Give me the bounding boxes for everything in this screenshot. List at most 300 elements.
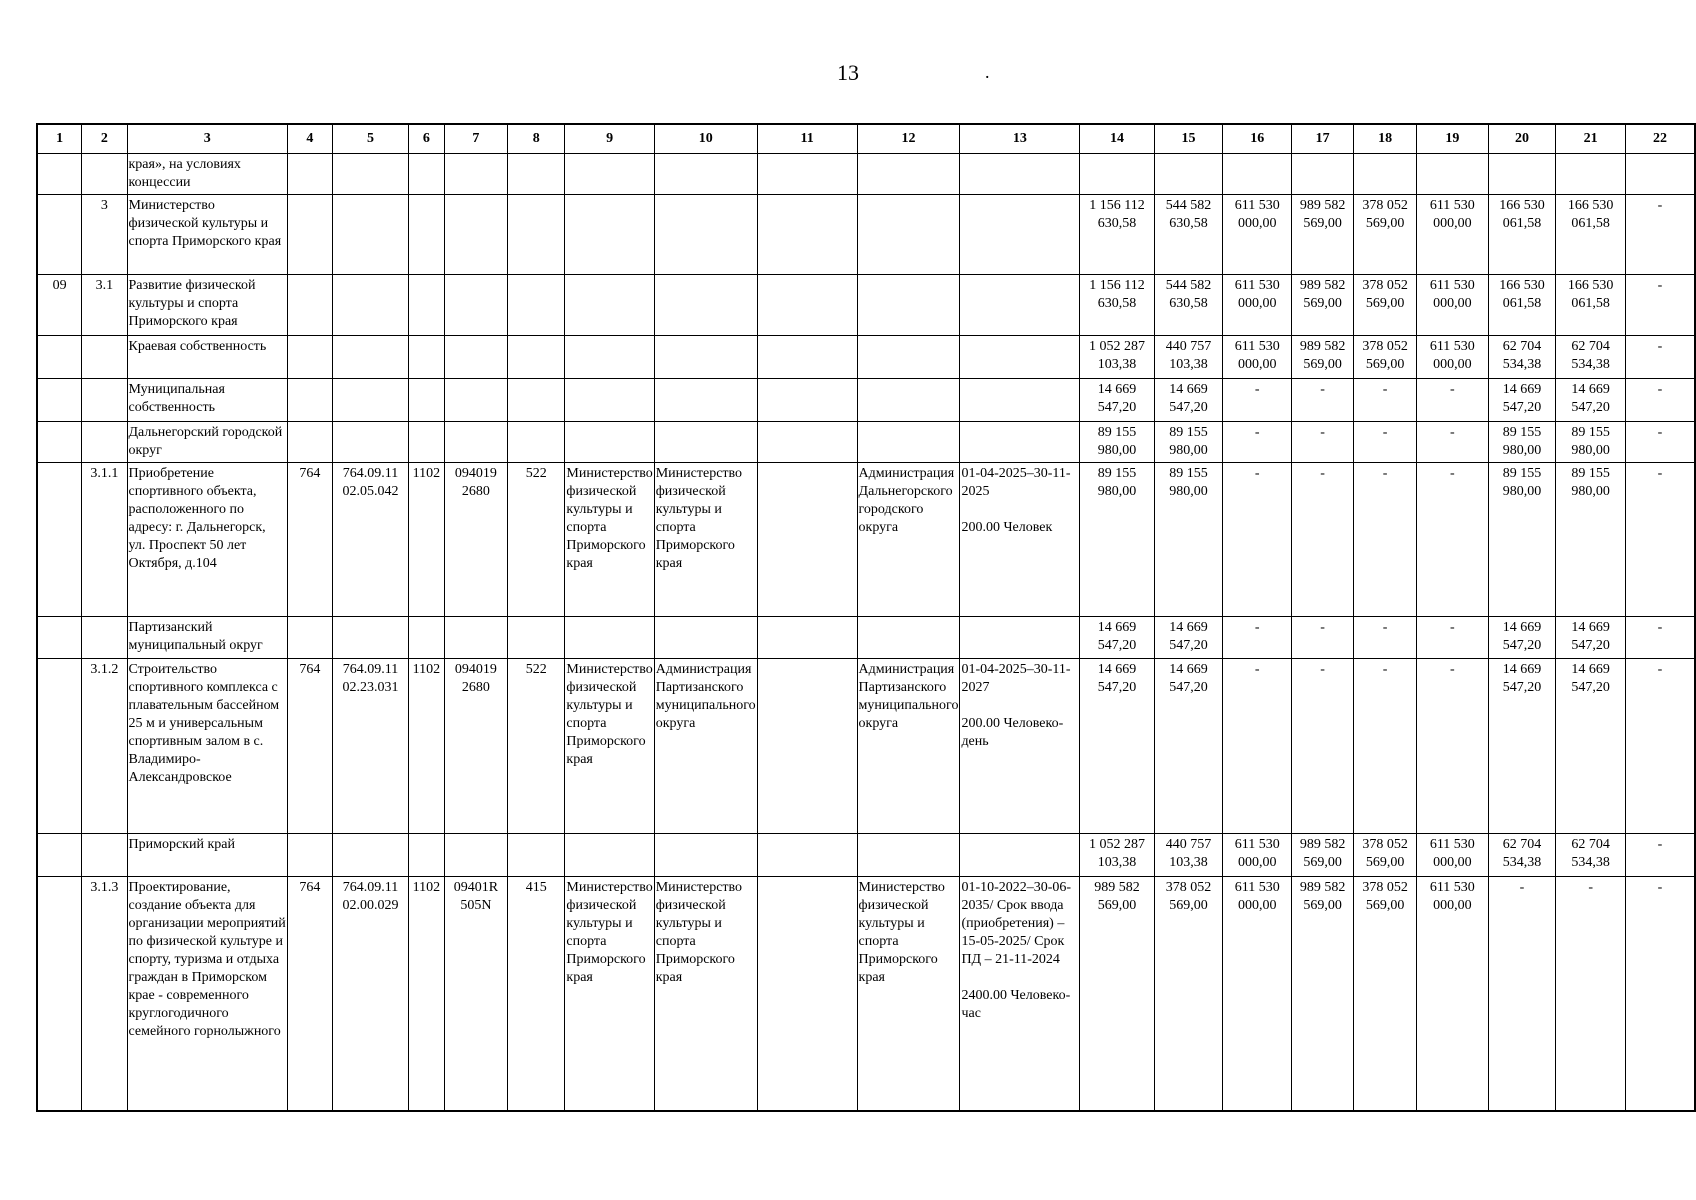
table-cell xyxy=(654,379,757,422)
table-cell xyxy=(1292,617,1354,659)
table-cell xyxy=(1292,463,1354,617)
cell-text: 1102 xyxy=(412,466,441,481)
cell-text: 378 052 569,00 xyxy=(1362,880,1408,913)
cell-text: Министерство физической культуры и спорта Приморского края xyxy=(128,198,282,249)
table-cell xyxy=(287,422,332,463)
table-cell xyxy=(332,379,408,422)
table-cell xyxy=(1354,659,1417,834)
table-cell xyxy=(127,463,287,617)
cell-text: 166 530 061,58 xyxy=(1567,198,1614,231)
cell-text: 09 xyxy=(52,278,67,293)
table-cell xyxy=(1625,336,1695,379)
table-cell xyxy=(332,463,408,617)
cell-text: 415 xyxy=(525,880,547,895)
table-cell xyxy=(1625,659,1695,834)
cell-text: - xyxy=(1449,425,1455,440)
cell-text: 14 669 547,20 xyxy=(1097,662,1137,695)
table-cell xyxy=(508,659,565,834)
table-cell xyxy=(444,379,507,422)
cell-text: - xyxy=(1320,620,1325,635)
cell-text: 378 052 569,00 xyxy=(1362,198,1408,231)
cell-text: - xyxy=(1657,466,1663,481)
table-cell xyxy=(654,154,757,195)
table-cell xyxy=(565,336,654,379)
header-cell: 18 xyxy=(1354,124,1417,154)
cell-text: - xyxy=(1382,466,1388,481)
cell-text: 989 582 569,00 xyxy=(1299,837,1346,870)
table-cell xyxy=(960,463,1080,617)
table-cell xyxy=(82,463,127,617)
table-cell xyxy=(1556,617,1626,659)
cell-text: 1102 xyxy=(412,662,441,677)
table-cell xyxy=(654,195,757,275)
cell-text: Строительство спортивного комплекса с плавательным бассейном 25 м и универсальным спортивным залом в с. Владимиро-Александровское xyxy=(128,662,280,785)
table-cell xyxy=(508,379,565,422)
table-cell xyxy=(960,154,1080,195)
table-cell xyxy=(508,195,565,275)
table-cell xyxy=(565,617,654,659)
cell-text: Дальнегорский городской округ xyxy=(128,425,283,458)
table-cell xyxy=(1080,275,1154,336)
table-cell xyxy=(1625,195,1695,275)
table-cell xyxy=(1556,834,1626,877)
table-cell xyxy=(1417,834,1489,877)
table-cell xyxy=(757,154,857,195)
table-cell xyxy=(1292,659,1354,834)
table-cell xyxy=(1154,463,1223,617)
table-row xyxy=(37,154,1695,195)
table-cell xyxy=(37,275,82,336)
cell-text: - xyxy=(1254,466,1260,481)
cell-text: 89 155 980,00 xyxy=(1571,466,1610,499)
table-cell xyxy=(960,379,1080,422)
table-cell xyxy=(508,617,565,659)
table-cell xyxy=(82,617,127,659)
table-cell xyxy=(1292,834,1354,877)
cell-text: 764.09.11 02.05.042 xyxy=(342,466,399,499)
table-cell xyxy=(1154,834,1223,877)
table-cell xyxy=(757,275,857,336)
cell-text: 764 xyxy=(299,880,321,895)
table-cell xyxy=(127,275,287,336)
header-cell: 13 xyxy=(960,124,1080,154)
table-cell xyxy=(444,154,507,195)
table-cell xyxy=(1556,379,1626,422)
table-cell xyxy=(1488,154,1556,195)
table-cell xyxy=(127,834,287,877)
cell-text: - xyxy=(1657,382,1663,397)
table-cell xyxy=(757,336,857,379)
table-cell xyxy=(1223,834,1292,877)
cell-text: 14 669 547,20 xyxy=(1571,382,1610,415)
cell-text: 989 582 569,00 xyxy=(1094,880,1140,913)
cell-text: 378 052 569,00 xyxy=(1165,880,1212,913)
cell-text: 764 xyxy=(299,662,321,677)
table-cell xyxy=(1488,877,1556,1112)
cell-text: 611 530 000,00 xyxy=(1234,837,1280,870)
cell-text: 611 530 000,00 xyxy=(1429,198,1475,231)
table-cell xyxy=(1223,659,1292,834)
cell-text: Министерство физической культуры и спорта Приморского края xyxy=(566,880,653,985)
table-cell xyxy=(1417,659,1489,834)
cell-text: 764.09.11 02.00.029 xyxy=(342,880,399,913)
cell-text: - xyxy=(1382,382,1388,397)
table-cell xyxy=(127,877,287,1112)
cell-text: Администрация Партизанского муниципального округа xyxy=(858,662,959,731)
header-cell: 22 xyxy=(1625,124,1695,154)
table-cell xyxy=(565,659,654,834)
table-cell xyxy=(857,195,960,275)
header-cell: 17 xyxy=(1292,124,1354,154)
cell-text: 3.1.2 xyxy=(90,662,119,677)
table-cell xyxy=(1625,877,1695,1112)
table-cell xyxy=(1080,422,1154,463)
table-cell xyxy=(857,463,960,617)
cell-text: 62 704 534,38 xyxy=(1571,837,1610,870)
cell-text: 09401R 505N xyxy=(453,880,499,913)
table-cell xyxy=(1488,336,1556,379)
table-cell xyxy=(287,336,332,379)
table-cell xyxy=(1417,877,1489,1112)
table-cell xyxy=(332,422,408,463)
cell-text: Министерство физической культуры и спорта Приморского края xyxy=(655,466,743,571)
table-row xyxy=(37,379,1695,422)
table-cell xyxy=(757,422,857,463)
table-cell xyxy=(332,195,408,275)
table-cell xyxy=(1417,195,1489,275)
table-cell xyxy=(409,195,445,275)
cell-text: - xyxy=(1254,425,1260,440)
table-cell xyxy=(1223,275,1292,336)
cell-text: - xyxy=(1657,278,1663,293)
table-cell xyxy=(1354,463,1417,617)
cell-text: Администрация Дальнегорского городского округа xyxy=(858,466,955,535)
dot-mark: . xyxy=(985,62,990,82)
table-cell xyxy=(508,834,565,877)
table-cell xyxy=(757,463,857,617)
cell-text: 611 530 000,00 xyxy=(1234,339,1280,372)
cell-text: 764.09.11 02.23.031 xyxy=(342,662,399,695)
table-cell xyxy=(1488,834,1556,877)
table-cell xyxy=(960,422,1080,463)
header-cell: 2 xyxy=(82,124,127,154)
table-cell xyxy=(409,154,445,195)
table-cell xyxy=(654,463,757,617)
table-cell xyxy=(1488,195,1556,275)
cell-text: Министерство физической культуры и спорта Приморского края xyxy=(566,466,653,571)
table-cell xyxy=(1488,379,1556,422)
table-cell xyxy=(332,834,408,877)
table-cell xyxy=(127,422,287,463)
header-cell: 11 xyxy=(757,124,857,154)
cell-text: - xyxy=(1449,466,1455,481)
table-cell xyxy=(508,275,565,336)
table-cell xyxy=(1292,195,1354,275)
cell-text: - xyxy=(1382,425,1388,440)
table-cell xyxy=(127,195,287,275)
cell-text: 522 xyxy=(525,662,547,677)
table-cell xyxy=(332,877,408,1112)
cell-text: - xyxy=(1254,620,1260,635)
cell-text: 166 530 061,58 xyxy=(1499,278,1545,311)
table-cell xyxy=(444,422,507,463)
table-cell xyxy=(1354,877,1417,1112)
table-cell xyxy=(82,877,127,1112)
table-cell xyxy=(857,336,960,379)
table-cell xyxy=(82,834,127,877)
header-cell: 19 xyxy=(1417,124,1489,154)
cell-text: 01-04-2025–30-11-2027 200.00 Человеко-день xyxy=(961,662,1071,749)
table-cell xyxy=(409,422,445,463)
table-cell xyxy=(1154,877,1223,1112)
cell-text: - xyxy=(1657,425,1663,440)
table-cell xyxy=(1080,877,1154,1112)
table-cell xyxy=(508,154,565,195)
table-cell xyxy=(960,659,1080,834)
cell-text: 544 582 630,58 xyxy=(1165,198,1212,231)
table-cell xyxy=(409,379,445,422)
cell-text: - xyxy=(1588,880,1593,895)
cell-text: 3 xyxy=(100,198,108,213)
table-cell xyxy=(1223,154,1292,195)
table-cell xyxy=(1556,154,1626,195)
header-cell: 15 xyxy=(1154,124,1223,154)
table-cell xyxy=(654,336,757,379)
table-cell xyxy=(1556,659,1626,834)
header-row xyxy=(37,124,1695,154)
table-cell xyxy=(37,877,82,1112)
table-cell xyxy=(287,877,332,1112)
table-cell xyxy=(127,379,287,422)
cell-text: Приобретение спортивного объекта, расположенного по адресу: г. Дальнегорск, ул. Проспект 50 лет Октября, д.104 xyxy=(128,466,266,571)
cell-text: - xyxy=(1382,662,1388,677)
cell-text: 3.1 xyxy=(95,278,114,293)
header-cell: 7 xyxy=(444,124,507,154)
table-cell xyxy=(1292,379,1354,422)
table-cell xyxy=(757,617,857,659)
table-cell xyxy=(444,195,507,275)
table-row xyxy=(37,834,1695,877)
table-cell xyxy=(1417,422,1489,463)
table-cell xyxy=(1556,877,1626,1112)
table-cell xyxy=(1625,154,1695,195)
table-cell xyxy=(1556,275,1626,336)
table-cell xyxy=(37,834,82,877)
table-cell xyxy=(1292,154,1354,195)
table-cell xyxy=(1223,463,1292,617)
cell-text: - xyxy=(1449,662,1455,677)
table-cell xyxy=(332,275,408,336)
table-cell xyxy=(857,617,960,659)
table-row xyxy=(37,877,1695,1112)
table-row xyxy=(37,336,1695,379)
table-cell xyxy=(757,659,857,834)
cell-text: 611 530 000,00 xyxy=(1234,278,1280,311)
cell-text: 611 530 000,00 xyxy=(1429,880,1475,913)
table-cell xyxy=(654,422,757,463)
table-cell xyxy=(82,195,127,275)
table-cell xyxy=(565,275,654,336)
table-cell xyxy=(1292,336,1354,379)
table-cell xyxy=(1354,422,1417,463)
cell-text: 611 530 000,00 xyxy=(1429,837,1475,870)
table-cell xyxy=(409,617,445,659)
cell-text: - xyxy=(1657,620,1663,635)
table-cell xyxy=(37,195,82,275)
table-cell xyxy=(1354,154,1417,195)
table-cell xyxy=(508,422,565,463)
cell-text: 611 530 000,00 xyxy=(1234,880,1280,913)
table-cell xyxy=(37,659,82,834)
table-cell xyxy=(508,336,565,379)
table-cell xyxy=(654,834,757,877)
table-cell xyxy=(960,195,1080,275)
table-cell xyxy=(565,877,654,1112)
cell-text: Развитие физической культуры и спорта Приморского края xyxy=(128,278,256,329)
table-cell xyxy=(127,659,287,834)
cell-text: 14 669 547,20 xyxy=(1097,620,1137,653)
cell-text: 3.1.3 xyxy=(90,880,119,895)
table-cell xyxy=(960,336,1080,379)
cell-text: Министерство физической культуры и спорта Приморского края xyxy=(655,880,743,985)
table-cell xyxy=(1417,463,1489,617)
cell-text: 1 156 112 630,58 xyxy=(1089,198,1145,231)
table-cell xyxy=(960,877,1080,1112)
table-cell xyxy=(37,379,82,422)
cell-text: 989 582 569,00 xyxy=(1299,339,1346,372)
cell-text: - xyxy=(1382,620,1388,635)
cell-text: Министерство физической культуры и спорта Приморского края xyxy=(566,662,653,767)
cell-text: - xyxy=(1320,425,1325,440)
table-cell xyxy=(1417,336,1489,379)
table-cell xyxy=(654,275,757,336)
cell-text: - xyxy=(1657,198,1663,213)
table-cell xyxy=(1223,877,1292,1112)
cell-text: 440 757 103,38 xyxy=(1165,339,1212,372)
table-cell xyxy=(1354,379,1417,422)
cell-text: - xyxy=(1449,620,1455,635)
table-cell xyxy=(1556,422,1626,463)
table-cell xyxy=(82,422,127,463)
table-cell xyxy=(1417,617,1489,659)
table-cell xyxy=(757,379,857,422)
table-cell xyxy=(1154,422,1223,463)
cell-text: 89 155 980,00 xyxy=(1097,425,1137,458)
cell-text: - xyxy=(1320,466,1325,481)
table-cell xyxy=(444,463,507,617)
table-cell xyxy=(287,463,332,617)
table-cell xyxy=(1080,336,1154,379)
table-cell xyxy=(1556,195,1626,275)
table-cell xyxy=(1154,336,1223,379)
cell-text: 3.1.1 xyxy=(90,466,119,481)
table-row xyxy=(37,422,1695,463)
table-cell xyxy=(1154,195,1223,275)
cell-text: Краевая собственность xyxy=(128,339,267,354)
cell-text: 14 669 547,20 xyxy=(1502,382,1542,415)
cell-text: 611 530 000,00 xyxy=(1429,278,1475,311)
table-cell xyxy=(287,834,332,877)
cell-text: - xyxy=(1254,382,1260,397)
table-cell xyxy=(444,877,507,1112)
table-cell xyxy=(1417,275,1489,336)
cell-text: 378 052 569,00 xyxy=(1362,278,1408,311)
table-cell xyxy=(1223,336,1292,379)
table-cell xyxy=(565,834,654,877)
table-cell xyxy=(1080,834,1154,877)
table-cell xyxy=(857,379,960,422)
cell-text: 89 155 980,00 xyxy=(1169,425,1208,458)
table-cell xyxy=(1488,275,1556,336)
table-cell xyxy=(409,834,445,877)
table-cell xyxy=(409,463,445,617)
cell-text: 89 155 980,00 xyxy=(1571,425,1610,458)
cell-text: 14 669 547,20 xyxy=(1169,620,1208,653)
table-cell xyxy=(1080,154,1154,195)
cell-text: Приморский край xyxy=(128,837,235,852)
cell-text: 166 530 061,58 xyxy=(1499,198,1545,231)
table-cell xyxy=(332,154,408,195)
table-cell xyxy=(1488,463,1556,617)
table-cell xyxy=(757,195,857,275)
header-cell: 6 xyxy=(409,124,445,154)
cell-text: 378 052 569,00 xyxy=(1362,339,1408,372)
cell-text: - xyxy=(1519,880,1525,895)
header-cell: 4 xyxy=(287,124,332,154)
table-cell xyxy=(127,154,287,195)
table-cell xyxy=(1488,617,1556,659)
header-cell: 12 xyxy=(857,124,960,154)
cell-text: 1 156 112 630,58 xyxy=(1089,278,1145,311)
table-cell xyxy=(287,617,332,659)
table-cell xyxy=(1223,422,1292,463)
cell-text: 1 052 287 103,38 xyxy=(1088,339,1145,372)
header-cell: 10 xyxy=(654,124,757,154)
table-cell xyxy=(857,659,960,834)
table-cell xyxy=(1417,154,1489,195)
cell-text: Проектирование, создание объекта для организации мероприятий по физической культуре и спорту, туризма и отдыха граждан в Приморском крае - современного круглогодичного семейного горнолыжного xyxy=(128,880,286,1039)
cell-text: 094019 2680 xyxy=(454,662,497,695)
table-cell xyxy=(444,834,507,877)
table-cell xyxy=(82,659,127,834)
header-cell: 1 xyxy=(37,124,82,154)
header-cell: 20 xyxy=(1488,124,1556,154)
table-cell xyxy=(1354,336,1417,379)
table-cell xyxy=(1223,617,1292,659)
table-cell xyxy=(1292,877,1354,1112)
table-cell xyxy=(960,834,1080,877)
cell-text: Администрация Партизанского муниципального округа xyxy=(655,662,756,731)
cell-text: - xyxy=(1320,662,1325,677)
table-cell xyxy=(332,617,408,659)
cell-text: 14 669 547,20 xyxy=(1169,662,1208,695)
cell-text: 62 704 534,38 xyxy=(1502,837,1542,870)
table-cell xyxy=(757,877,857,1112)
table-cell xyxy=(444,659,507,834)
table-cell xyxy=(37,617,82,659)
table-cell xyxy=(332,659,408,834)
cell-text: 611 530 000,00 xyxy=(1234,198,1280,231)
cell-text: - xyxy=(1320,382,1325,397)
cell-text: 166 530 061,58 xyxy=(1567,278,1614,311)
table-cell xyxy=(409,336,445,379)
table-cell xyxy=(857,834,960,877)
table-cell xyxy=(654,877,757,1112)
table-cell xyxy=(444,275,507,336)
table-cell xyxy=(1488,659,1556,834)
cell-text: Муниципальная собственность xyxy=(128,382,225,415)
table-cell xyxy=(960,617,1080,659)
